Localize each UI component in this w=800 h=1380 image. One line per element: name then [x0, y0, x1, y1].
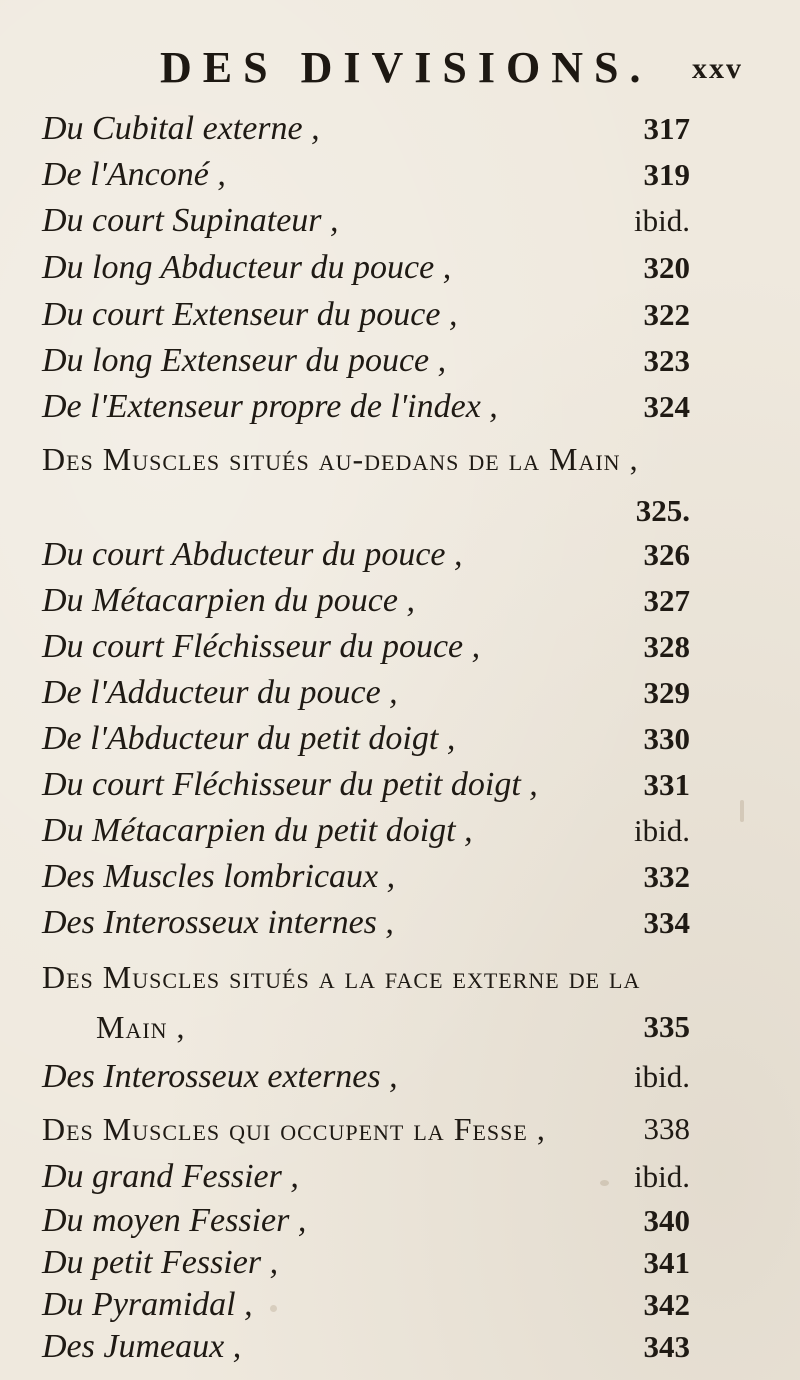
toc-entry	[0, 106, 800, 152]
entry-page: 340	[643, 1203, 690, 1238]
toc-entry	[0, 1154, 800, 1200]
toc-entry	[0, 198, 800, 244]
entry-label: Du Cubital externe ,	[42, 110, 320, 147]
toc-entry	[0, 1324, 800, 1370]
toc-entry	[0, 762, 800, 808]
entry-page: 317	[643, 111, 690, 146]
section-heading-continued: Main ,	[96, 1009, 186, 1045]
toc-entry	[0, 245, 800, 291]
section-page: 338	[643, 1111, 690, 1146]
toc-entry	[0, 624, 800, 670]
entry-page: 330	[643, 721, 690, 756]
section-page: 335	[643, 1009, 690, 1044]
entry-page: 341	[643, 1245, 690, 1280]
section-page: 325.	[635, 493, 690, 528]
entry-page: 319	[643, 157, 690, 192]
toc-entry	[0, 338, 800, 384]
entry-label: Du grand Fessier ,	[42, 1158, 299, 1195]
entry-label: Du court Extenseur du pouce ,	[42, 296, 458, 333]
toc-entry	[0, 808, 800, 854]
toc-entry	[0, 1054, 800, 1100]
toc-entry	[0, 532, 800, 578]
entry-label: Du court Supinateur ,	[42, 202, 339, 239]
entry-page: ibid.	[634, 1059, 690, 1094]
entry-label: Du Métacarpien du petit doigt ,	[42, 812, 473, 849]
section-page-row	[0, 488, 800, 534]
entry-label: Des Muscles lombricaux ,	[42, 858, 396, 895]
entry-label: Du Métacarpien du pouce ,	[42, 582, 415, 619]
toc-entry	[0, 900, 800, 946]
toc-entry	[0, 670, 800, 716]
entry-page: ibid.	[634, 813, 690, 848]
entry-label: Du court Abducteur du pouce ,	[42, 536, 463, 573]
entry-page: 328	[643, 629, 690, 664]
entry-page: 323	[643, 343, 690, 378]
entry-page: 343	[643, 1329, 690, 1364]
entry-label: Du petit Fessier ,	[42, 1244, 279, 1281]
entry-label: Des Jumeaux ,	[42, 1328, 242, 1365]
section-heading: Des Muscles situés a la face externe de la	[42, 959, 641, 995]
entry-label: Du long Extenseur du pouce ,	[42, 342, 447, 379]
entry-page: 326	[643, 537, 690, 572]
entry-page: 320	[643, 250, 690, 285]
entry-page: 332	[643, 859, 690, 894]
entry-page: 327	[643, 583, 690, 618]
header-title: DES DIVISIONS.	[160, 43, 652, 92]
entry-label: De l'Adducteur du pouce ,	[42, 674, 398, 711]
toc-entry	[0, 152, 800, 198]
entry-page: 322	[643, 297, 690, 332]
entry-label: Du long Abducteur du pouce ,	[42, 249, 452, 286]
entry-label: Du moyen Fessier ,	[42, 1202, 307, 1239]
entry-label: Des Interosseux externes ,	[42, 1058, 398, 1095]
toc-entry	[0, 854, 800, 900]
entry-page: 342	[643, 1287, 690, 1322]
entry-page: 329	[643, 675, 690, 710]
entry-label: De l'Anconé ,	[42, 156, 226, 193]
section-row	[0, 1106, 800, 1152]
section-heading: Des Muscles situés au-dedans de la Main ,	[42, 441, 639, 477]
toc-entry	[0, 1198, 800, 1244]
entry-label: De l'Extenseur propre de l'index ,	[42, 388, 498, 425]
header-folio: xxv	[692, 52, 743, 85]
entry-page: 331	[643, 767, 690, 802]
toc-entry	[0, 578, 800, 624]
toc-entry	[0, 1240, 800, 1286]
entry-label: De l'Abducteur du petit doigt ,	[42, 720, 456, 757]
entry-page: ibid.	[634, 203, 690, 238]
entry-page: 334	[643, 905, 690, 940]
entry-page: ibid.	[634, 1159, 690, 1194]
section-heading: Des Muscles qui occupent la Fesse ,	[42, 1111, 546, 1147]
toc-entry	[0, 292, 800, 338]
entry-label: Du Pyramidal ,	[42, 1286, 253, 1323]
toc-entry	[0, 716, 800, 762]
entry-label: Du court Fléchisseur du pouce ,	[42, 628, 481, 665]
toc-entry	[0, 384, 800, 430]
entry-label: Des Interosseux internes ,	[42, 904, 394, 941]
entry-page: 324	[643, 389, 690, 424]
entry-label: Du court Fléchisseur du petit doigt ,	[42, 766, 538, 803]
toc-entry	[0, 1282, 800, 1328]
section-continuation-row	[0, 1004, 800, 1050]
